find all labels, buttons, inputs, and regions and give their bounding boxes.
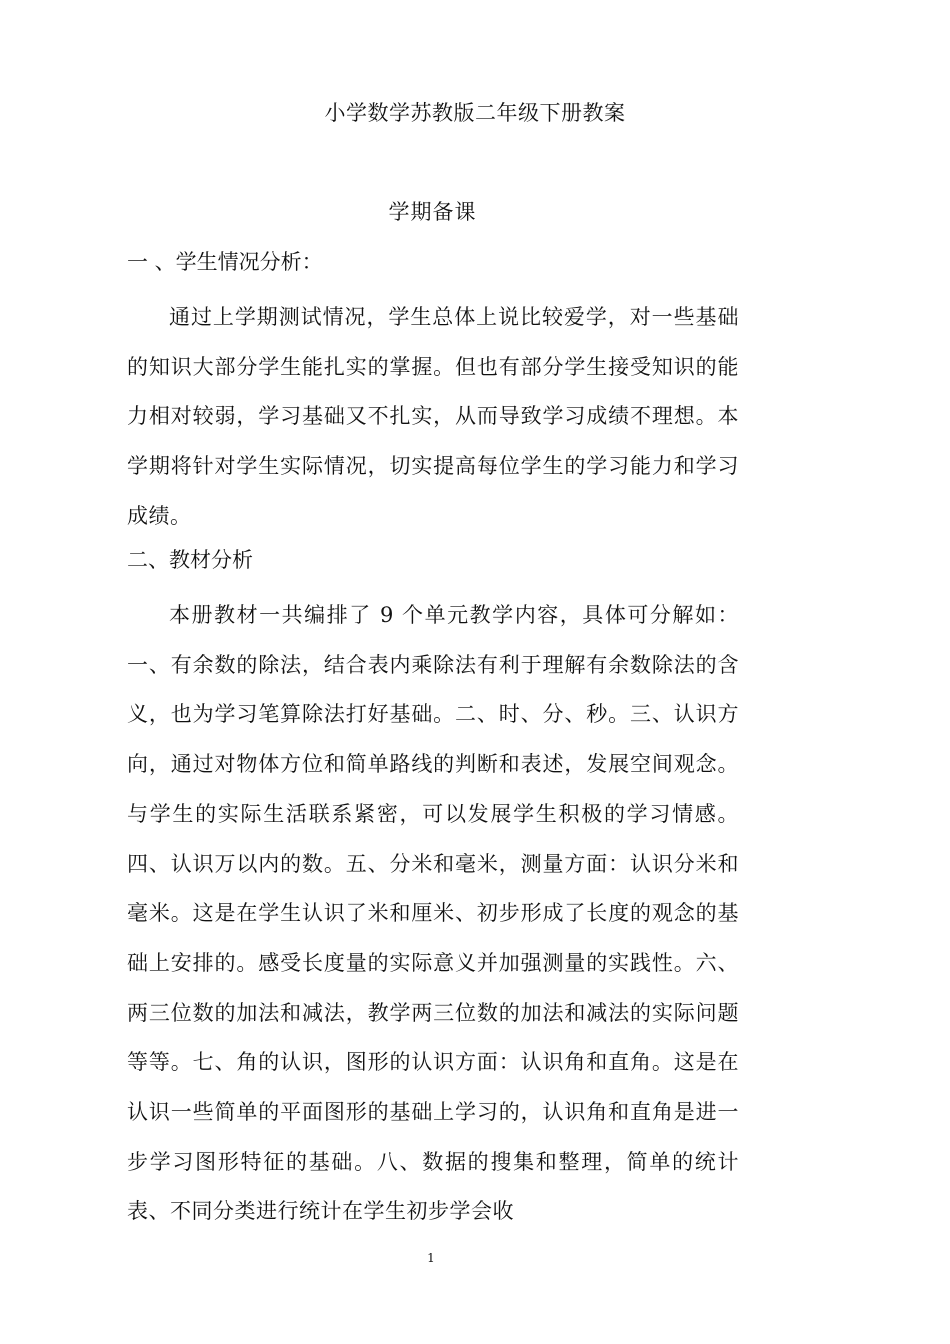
page-number: 1 [427, 1251, 435, 1265]
section-heading-student-analysis: 一 、学生情况分析： [127, 250, 323, 274]
document-title: 小学数学苏教版二年级下册教案 [324, 101, 626, 125]
section-paragraph-textbook-analysis: 本册教材一共编排了 9 个单元教学内容，具体可分解如：一、有余数的除法，结合表内乘除法有利于理解有余数除法的含义，也为学习笔算除法打好基础。二、时、分、秒。三、认识方向，通过对物体方位和简单路线的判断和表述，发展空间观念。与学生的实际生活联系紧密，可以发展学生积极的学习情感。四、认识万以内的数。五、分米和毫米，测量方面：认识分米和毫米。这是在学生认识了米和厘米、初步形成了长度的观念的基础上安排的。感受长度量的实际意义并加强测量的实践性。六、两三位数的加法和减法，教学两三位数的加法和减法的实际问题等等。七、角的认识，图形的认识方面：认识角和直角。这是在认识一些简单的平面图形的基础上学习的，认识角和直角是进一步学习图形特征的基础。八、数据的搜集和整理，简单的统计表、不同分类进行统计在学生初步学会收 [127, 603, 739, 1224]
document-subtitle: 学期备课 [388, 200, 477, 224]
section-paragraph-student-analysis: 通过上学期测试情况，学生总体上说比较爱学，对一些基础的知识大部分学生能扎实的掌握。但也有部分学生接受知识的能力相对较弱，学习基础又不扎实，从而导致学习成绩不理想。本学期将针对学生实际情况，切实提高每位学生的学习能力和学习成绩。 [127, 305, 739, 528]
section-heading-textbook-analysis: 二、教材分析 [127, 548, 253, 572]
